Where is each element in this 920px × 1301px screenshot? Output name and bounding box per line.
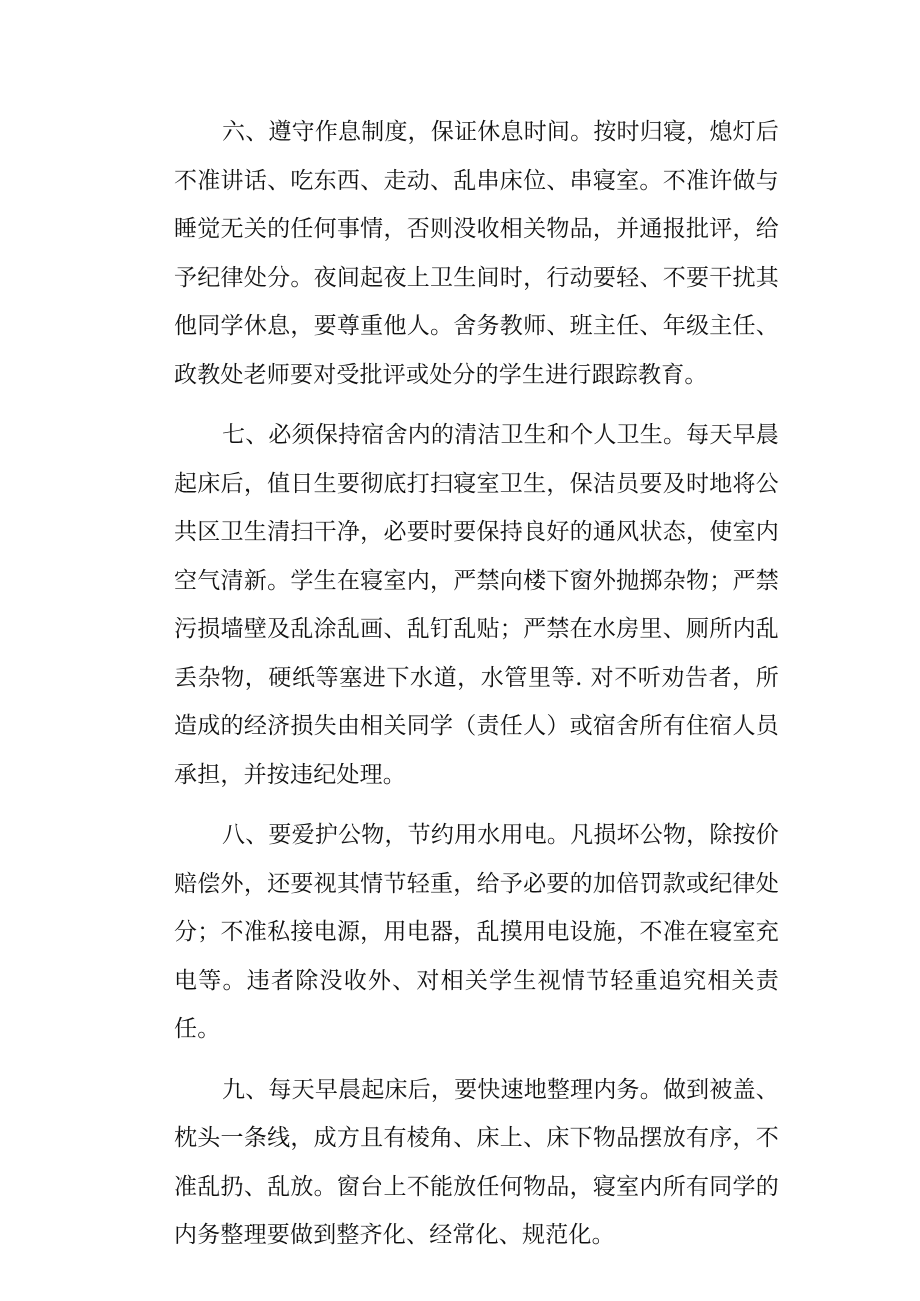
- paragraph-rule-6: 六、遵守作息制度，保证休息时间。按时归寝，熄灯后不准讲话、吃东西、走动、乱串床位、串寝室。不准许做与睡觉无关的任何事情，否则没收相关物品，并通报批评，给予纪律处分。夜间起夜上卫生间时，行动要轻、不要干扰其他同学休息，要尊重他人。舍务教师、班主任、年级主任、政教处老师要对受批评或处分的学生进行跟踪教育。: [174, 119, 779, 388]
- paragraph-rule-9: 九、每天早晨起床后，要快速地整理内务。做到被盖、枕头一条线，成方且有棱角、床上、床下物品摆放有序，不准乱扔、乱放。窗台上不能放任何物品，寝室内所有同学的内务整理要做到整齐化、经常化、规范化。: [174, 1076, 779, 1248]
- document-body: [174, 108, 779, 1272]
- paragraph-rule-8: 八、要爱护公物，节约用水用电。凡损坏公物，除按价赔偿外，还要视其情节轻重，给予必要的加倍罚款或纪律处分；不准私接电源，用电器，乱摸用电设施，不准在寝室充电等。违者除没收外、对相关学生视情节轻重追究相关责任。: [174, 822, 779, 1042]
- paragraph-rule-7: 七、必须保持宿舍内的清洁卫生和个人卫生。每天早晨起床后，值日生要彻底打扫寝室卫生，保洁员要及时地将公共区卫生清扫干净，必要时要保持良好的通风状态，使室内空气清新。学生在寝室内，严禁向楼下窗外抛掷杂物；严禁污损墙壁及乱涂乱画、乱钉乱贴；严禁在水房里、厕所内乱丢杂物，硬纸等塞进下水道，水管里等. 对不听劝告者，所造成的经济损失由相关同学（责任人）或宿舍所有住宿人员承担，并按违纪处理。: [174, 422, 779, 788]
